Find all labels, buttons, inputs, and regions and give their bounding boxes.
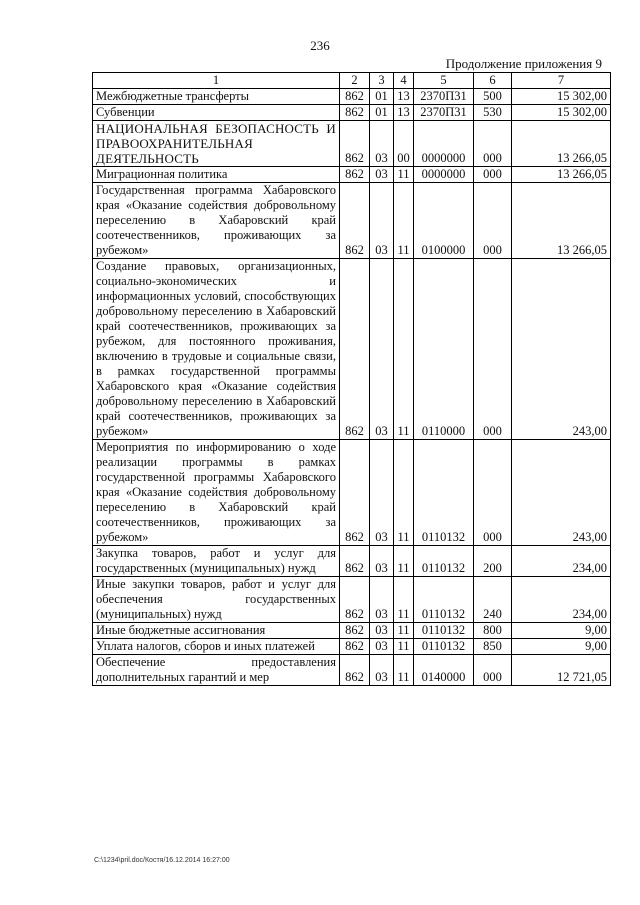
subsection-code: 11	[394, 167, 414, 183]
header-cell: 7	[512, 73, 611, 89]
target-article: 2370П31	[414, 89, 474, 105]
subsection-code: 11	[394, 623, 414, 639]
amount: 234,00	[512, 546, 611, 577]
budget-table	[92, 72, 611, 686]
subsection-code: 00	[394, 121, 414, 167]
admin-code: 862	[340, 89, 370, 105]
admin-code: 862	[340, 546, 370, 577]
subsection-code: 11	[394, 259, 414, 440]
row-name: Уплата налогов, сборов и иных платежей	[93, 639, 340, 655]
subsection-code: 11	[394, 655, 414, 686]
section-code: 01	[370, 105, 394, 121]
admin-code: 862	[340, 121, 370, 167]
table-row	[93, 105, 611, 121]
expense-type: 240	[474, 577, 512, 623]
expense-type: 500	[474, 89, 512, 105]
expense-type: 000	[474, 167, 512, 183]
continuation-caption: Продолжение приложения 9	[445, 56, 602, 71]
table-row	[93, 167, 611, 183]
expense-type: 800	[474, 623, 512, 639]
row-name: Закупка товаров, работ и услуг для государственных (муниципальных) нужд	[93, 546, 340, 577]
expense-type: 850	[474, 639, 512, 655]
expense-type: 000	[474, 655, 512, 686]
table-row	[93, 183, 611, 259]
section-code: 03	[370, 546, 394, 577]
header-cell: 4	[394, 73, 414, 89]
section-code: 03	[370, 167, 394, 183]
section-code: 03	[370, 440, 394, 546]
expense-type: 530	[474, 105, 512, 121]
row-name: Государственная программа Хабаровского края «Оказание содействия добровольному переселению в Хабаровский край соотечественников, проживающих за рубежом»	[93, 183, 340, 259]
section-code: 03	[370, 121, 394, 167]
amount: 13 266,05	[512, 183, 611, 259]
table-row	[93, 655, 611, 686]
amount: 9,00	[512, 639, 611, 655]
amount: 13 266,05	[512, 167, 611, 183]
admin-code: 862	[340, 167, 370, 183]
admin-code: 862	[340, 639, 370, 655]
expense-type: 000	[474, 259, 512, 440]
header-cell: 2	[340, 73, 370, 89]
subsection-code: 11	[394, 546, 414, 577]
target-article: 0000000	[414, 167, 474, 183]
table-row	[93, 440, 611, 546]
section-code: 03	[370, 623, 394, 639]
target-article: 0000000	[414, 121, 474, 167]
section-code: 03	[370, 655, 394, 686]
subsection-code: 11	[394, 639, 414, 655]
expense-type: 000	[474, 121, 512, 167]
amount: 234,00	[512, 577, 611, 623]
subsection-code: 11	[394, 577, 414, 623]
section-code: 03	[370, 577, 394, 623]
header-cell: 6	[474, 73, 512, 89]
admin-code: 862	[340, 440, 370, 546]
admin-code: 862	[340, 623, 370, 639]
page-number: 236	[310, 38, 330, 53]
admin-code: 862	[340, 259, 370, 440]
target-article: 0110132	[414, 623, 474, 639]
target-article: 0110132	[414, 546, 474, 577]
header-cell: 1	[93, 73, 340, 89]
section-code: 01	[370, 89, 394, 105]
row-name: Субвенции	[93, 105, 340, 121]
admin-code: 862	[340, 183, 370, 259]
target-article: 0110132	[414, 639, 474, 655]
admin-code: 862	[340, 105, 370, 121]
target-article: 0110132	[414, 440, 474, 546]
amount: 243,00	[512, 259, 611, 440]
admin-code: 862	[340, 655, 370, 686]
file-path-footer: C:\1234\pril.doc/Костя/16.12.2014 16:27:00	[94, 857, 230, 864]
header-cell: 3	[370, 73, 394, 89]
table-row	[93, 546, 611, 577]
amount: 15 302,00	[512, 89, 611, 105]
table-row	[93, 639, 611, 655]
expense-type: 000	[474, 183, 512, 259]
amount: 9,00	[512, 623, 611, 639]
row-name: Межбюджетные трансферты	[93, 89, 340, 105]
target-article: 0100000	[414, 183, 474, 259]
table-row	[93, 623, 611, 639]
admin-code: 862	[340, 577, 370, 623]
expense-type: 200	[474, 546, 512, 577]
row-name: Миграционная политика	[93, 167, 340, 183]
row-name: Иные бюджетные ассигнования	[93, 623, 340, 639]
row-name: Мероприятия по информированию о ходе реализации программы в рамках государственной программы Хабаровского края «Оказание содействия добровольному переселению в Хабаровский край соотечественников, проживающих за рубежом»	[93, 440, 340, 546]
target-article: 0110000	[414, 259, 474, 440]
row-name: НАЦИОНАЛЬНАЯ БЕЗОПАСНОСТЬ И ПРАВООХРАНИТЕЛЬНАЯ ДЕЯТЕЛЬНОСТЬ	[93, 121, 340, 167]
table-header-row	[93, 73, 611, 89]
subsection-code: 13	[394, 89, 414, 105]
subsection-code: 11	[394, 440, 414, 546]
amount: 15 302,00	[512, 105, 611, 121]
row-name: Создание правовых, организационных, социально-экономических и информационных условий, способствующих добровольному переселению в Хабаровский край соотечественников, проживающих за рубежом, для постоянного проживания, включению в трудовые и социальные связи, в рамках государственной программы Хабаровского края «Оказание содействия добровольному переселению в Хабаровский край соотечественников, проживающих за рубежом»	[93, 259, 340, 440]
section-code: 03	[370, 639, 394, 655]
expense-type: 000	[474, 440, 512, 546]
amount: 243,00	[512, 440, 611, 546]
table-row	[93, 259, 611, 440]
target-article: 0140000	[414, 655, 474, 686]
row-name: Иные закупки товаров, работ и услуг для обеспечения государственных (муниципальных) нужд	[93, 577, 340, 623]
amount: 12 721,05	[512, 655, 611, 686]
subsection-code: 13	[394, 105, 414, 121]
table-row	[93, 121, 611, 167]
section-code: 03	[370, 259, 394, 440]
amount: 13 266,05	[512, 121, 611, 167]
row-name: Обеспечение предоставления дополнительных гарантий и мер	[93, 655, 340, 686]
target-article: 0110132	[414, 577, 474, 623]
section-code: 03	[370, 183, 394, 259]
subsection-code: 11	[394, 183, 414, 259]
table-row	[93, 89, 611, 105]
header-cell: 5	[414, 73, 474, 89]
table-row	[93, 577, 611, 623]
target-article: 2370П31	[414, 105, 474, 121]
